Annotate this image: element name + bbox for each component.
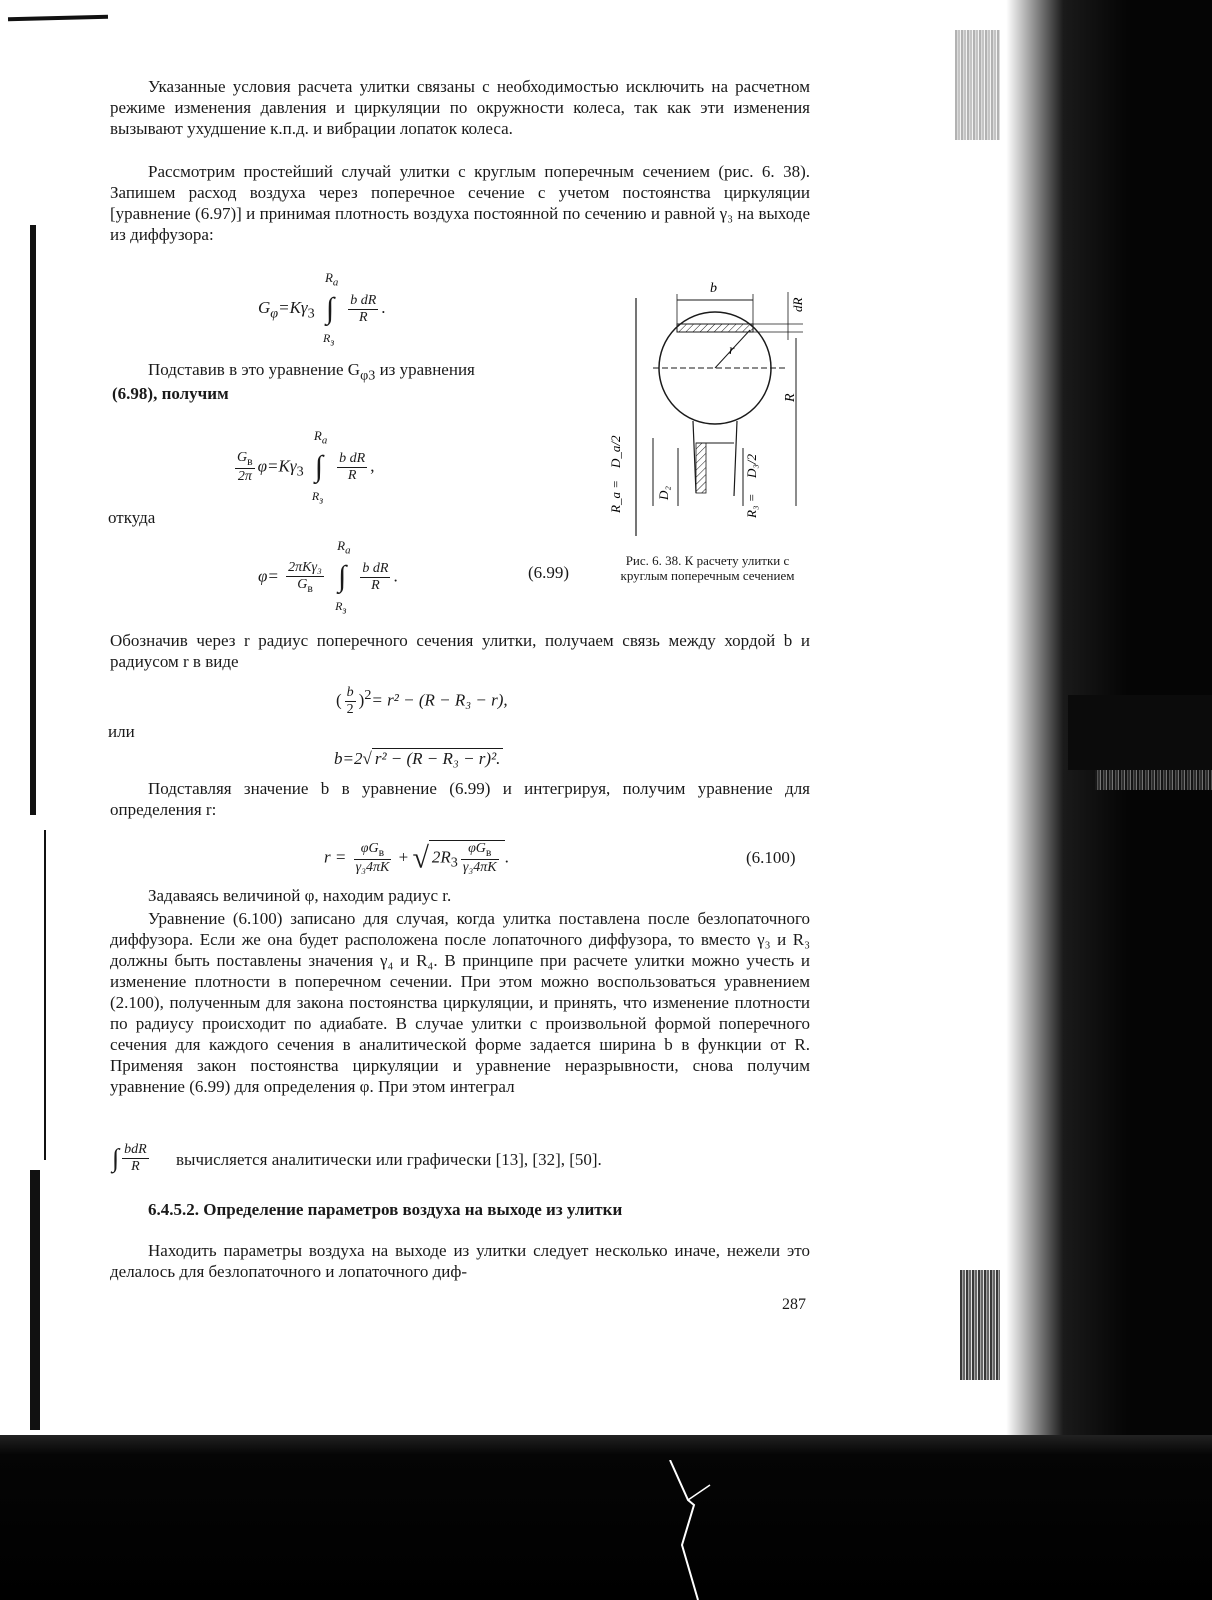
paragraph-substitute-line1: Подставив в это уравнение $G_{\varphi 3}$ из уравнения [148,360,475,384]
equation-radius: r = $\frac{\varphi G_в}{\text{γ₃4πK}}$ + √ $2R_3$ $\frac{\varphi G_в}{\text{γ₃4πK}}$ . [324,841,509,875]
equation-circulation: $\frac{G_в}{2\pi}$ $\varphi=K\gamma_3$ ∫ $R_a$ $R_з$ $\frac{\text{b dR}}{R}$ , [237,428,375,507]
svg-text:R: R [783,393,798,402]
scan-noise-mid-right [1095,770,1212,790]
paragraph-chord-radius: Обозначив через r радиус поперечного сечения улитки, получаем связь между хордой b и радиусом r в виде [110,631,810,671]
equation-number-6-99: (6.99) [528,563,570,582]
figure-volute-cross-section [598,278,810,540]
paragraph-intro: Указанные условия расчета улитки связаны с необходимостью исключить на расчетном режиме изменения давления и циркуляции по окружности колеса, так как эти изменения вызывают ухудшение к.п.д. и вибрации лопаток колеса. [110,77,810,138]
equation-inline-integral: ∫ $\frac{\text{bdR}}{R}$ [112,1142,147,1174]
page-number: 287 [782,1296,806,1313]
paragraph-integrate: Подставляя значение b в уравнение (6.99) и интегрируя, получим уравнение для определения r: [110,779,810,819]
paragraph-vaneless: Уравнение (6.100) записано для случая, когда улитка поставлена после безлопаточного диффузора. Если же она будет расположена после лопаточного диффузора, то вместо γ₃ и R₃ должны быть поставлены значения γ₄ и R₄. В принципе при расчете улитки можно учесть и изменение плотности в поперечном сечении. При этом можно воспользоваться уравнением (2.100), полученным для закона постоянства циркуляции, и принять, что изменение плотности по радиусу происходит по адиабате. В случае улитки с произвольной формой поперечного сечения для каждого сечения в аналитической форме задается ширина b в функции от R. Применяя закон постоянства циркуляции и уравнение неразрывности, снова получим уравнение (6.99) для определения φ. При этом интеграл [110,909,810,1096]
paragraph-vaneless-end: вычисляется аналитически или графически [13], [32], [50]. [176,1150,602,1169]
scan-crack [660,1460,720,1600]
text-otkuda: откуда [108,508,156,527]
equation-phi: φ= $\frac{\text{2πKγ₃}}{G_в}$ ∫ $R_a$ $R_з$ $\frac{\text{b dR}}{R}$ . [258,538,398,617]
svg-text:D₃/2: D₃/2 [744,453,759,478]
equation-chord: b=2√ r² − (R − R₃ − r)². [334,748,503,769]
scan-black-mid-right [1068,695,1212,770]
figure-caption: Рис. 6. 38. К расчету улитки с круглым поперечным сечением [620,553,795,583]
paragraph-set-phi: Задаваясь величиной φ, находим радиус r. [148,886,452,905]
scan-noise-top-right [955,30,1000,140]
paragraph-round-section: Рассмотрим простейший случай улитки с круглым поперечным сечением (рис. 6. 38). Запишем расход воздуха через поперечное сечение с учетом постоянства циркуляции [уравнение (6.97)] и принимая плотность воздуха постоянной по сечению и равной γ₃ на выходе из диффузора: [110,162,810,244]
svg-text:b: b [710,281,717,296]
scan-left-bar-thin [44,830,46,1160]
svg-text:D_a/2: D_a/2 [608,435,623,468]
svg-text:dR: dR [790,297,805,312]
equation-chord-squared: ( $\frac{b}{2}$ )$^2$= r² − (R − R₃ − r), [336,685,508,717]
scan-left-bar-upper [30,225,36,815]
equation-flow-rate: $G_\varphi=K\gamma_3$ ∫ $R_a$ $R_з$ $\frac{\text{b dR}}{R}$ . [258,270,386,348]
scan-noise-low-right [960,1270,1000,1380]
svg-text:r: r [729,343,735,358]
scan-black-bottom [0,1435,1212,1600]
equation-number-6-100: (6.100) [746,848,796,867]
svg-text:R₃ =: R₃ = [744,493,759,518]
paragraph-substitute-line2: (6.98), получим [112,384,229,403]
text-ili: или [108,722,135,741]
scan-artifact-stroke [8,15,108,22]
svg-text:R_a =: R_a = [608,480,623,513]
svg-text:D₂: D₂ [656,486,671,500]
paragraph-outlet-parameters: Находить параметры воздуха на выходе из улитки следует несколько иначе, нежели это делалось для безлопаточного и лопаточного диф- [110,1241,810,1281]
scan-left-bar-lower [30,1170,40,1430]
section-heading: 6.4.5.2. Определение параметров воздуха на выходе из улитки [148,1200,623,1219]
